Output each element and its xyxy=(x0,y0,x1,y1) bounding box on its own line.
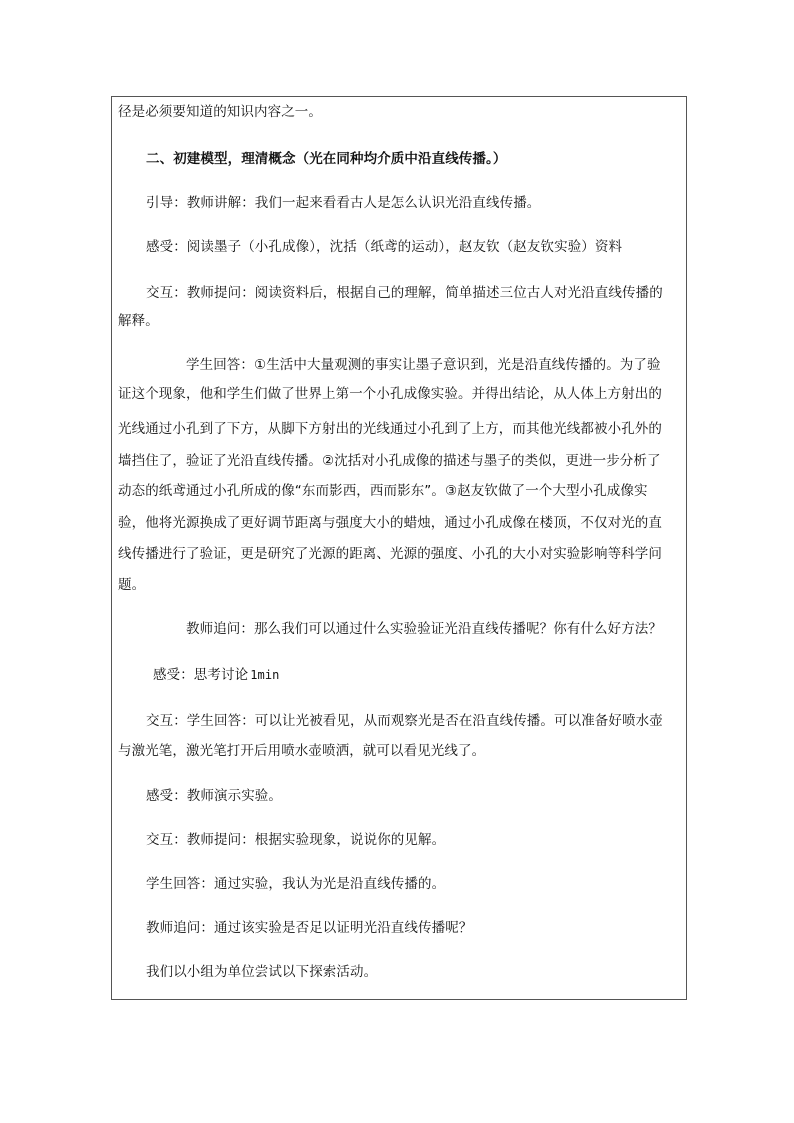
paragraph-line: 感受：教师演示实验。 xyxy=(146,788,282,804)
paragraph-line: 教师追问：通过该实验是否足以证明光沿直线传播呢？ xyxy=(146,920,473,936)
paragraph-line: 交互：教师提问：阅读资料后，根据自己的理解，简单描述三位古人对光沿直线传播的 xyxy=(146,285,663,301)
paragraph-line: 题。 xyxy=(118,577,146,593)
paragraph-line: 线传播进行了验证，更是研究了光源的距离、光源的强度、小孔的大小对实验影响等科学问 xyxy=(118,546,662,562)
paragraph-line: 交互：教师提问：根据实验现象，说说你的见解。 xyxy=(146,832,446,848)
paragraph-line: 解释。 xyxy=(118,313,159,329)
paragraph-line: 我们以小组为单位尝试以下探索活动。 xyxy=(146,964,378,980)
section-heading: 二、初建模型，理清概念（光在同种均介质中沿直线传播。） xyxy=(146,151,507,167)
paragraph-line: 径是必须要知道的知识内容之一。 xyxy=(118,104,322,120)
paragraph-text: 感受：思考讨论 xyxy=(153,667,249,683)
paragraph-line: 证这个现象，他和学生们做了世界上第一个小孔成像实验。并得出结论，从人体上方射出的 xyxy=(118,386,662,402)
paragraph-line: 墙挡住了，验证了光沿直线传播。②沈括对小孔成像的描述与墨子的类似，更进一步分析了 xyxy=(118,453,661,469)
paragraph-line: 引导：教师讲解：我们一起来看看古人是怎么认识光沿直线传播。 xyxy=(146,195,541,211)
paragraph-line: 学生回答：①生活中大量观测的事实让墨子意识到，光是沿直线传播的。为了验 xyxy=(186,357,661,373)
paragraph-line: 验，他将光源换成了更好调节距离与强度大小的蜡烛，通过小孔成像在楼顶，不仅对光的直 xyxy=(118,515,662,531)
paragraph-line: 与激光笔，激光笔打开后用喷水壶喷洒，就可以看见光线了。 xyxy=(118,743,486,759)
paragraph-line: 教师追问：那么我们可以通过什么实验验证光沿直线传播呢？你有什么好方法？ xyxy=(186,621,662,637)
paragraph-line: 交互：学生回答：可以让光被看见，从而观察光是否在沿直线传播。可以准备好喷水壶 xyxy=(146,713,663,729)
paragraph-line: 光线通过小孔到了下方，从脚下方射出的光线通过小孔到了上方，而其他光线都被小孔外的 xyxy=(118,421,662,437)
paragraph-line xyxy=(153,666,280,684)
paragraph-line: 动态的纸鸢通过小孔所成的像“东而影西，西而影东”。③赵友钦做了一个大型小孔成像实 xyxy=(118,483,648,499)
paragraph-line: 学生回答：通过实验，我认为光是沿直线传播的。 xyxy=(146,876,446,892)
paragraph-line: 感受：阅读墨子（小孔成像），沈括（纸鸢的运动），赵友钦（赵友钦实验）资料 xyxy=(146,239,623,255)
duration-text: 1min xyxy=(250,668,280,682)
